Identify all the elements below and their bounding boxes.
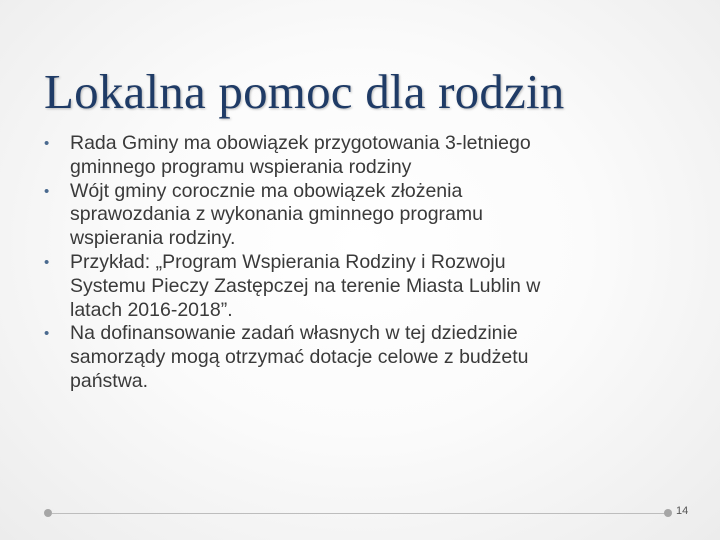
bullet-item — [44, 180, 664, 251]
bullet-item — [44, 251, 664, 322]
bullet-list — [44, 132, 664, 394]
bullet-text-line: Systemu Pieczy Zastępczej na terenie Miasta Lublin w — [70, 274, 541, 297]
footer-left-dot-icon — [44, 509, 52, 517]
bullet-text-line: wspierania rodziny. — [70, 227, 236, 250]
bullet-item — [44, 132, 664, 180]
bullet-dot-icon: • — [44, 135, 50, 152]
bullet-text-line: Na dofinansowanie zadań własnych w tej dziedzinie — [70, 322, 518, 345]
bullet-text-line: samorządy mogą otrzymać dotacje celowe z budżetu — [70, 346, 529, 369]
bullet-text-line: państwa. — [70, 369, 149, 392]
footer-right-dot-icon — [664, 509, 672, 517]
bullet-item — [44, 322, 664, 393]
bullet-text-line: gminnego programu wspierania rodziny — [70, 155, 412, 178]
bullet-text-line: Rada Gminy ma obowiązek przygotowania 3-letniego — [70, 132, 531, 154]
bullet-text-line: Przykład: „Program Wspierania Rodziny i Rozwoju — [70, 250, 506, 273]
bullet-text-line: latach 2016-2018”. — [70, 298, 233, 321]
bullet-dot-icon: • — [44, 325, 50, 343]
bullet-text-line: sprawozdania z wykonania gminnego programu — [70, 203, 483, 226]
bullet-dot-icon: • — [44, 253, 50, 271]
page-number: 14 — [676, 505, 689, 517]
footer-rule — [52, 513, 666, 514]
bullet-dot-icon: • — [44, 182, 50, 200]
slide-title: Lokalna pomoc dla rodzin — [44, 64, 565, 119]
bullet-text-line: Wójt gminy corocznie ma obowiązek złożenia — [70, 179, 463, 202]
